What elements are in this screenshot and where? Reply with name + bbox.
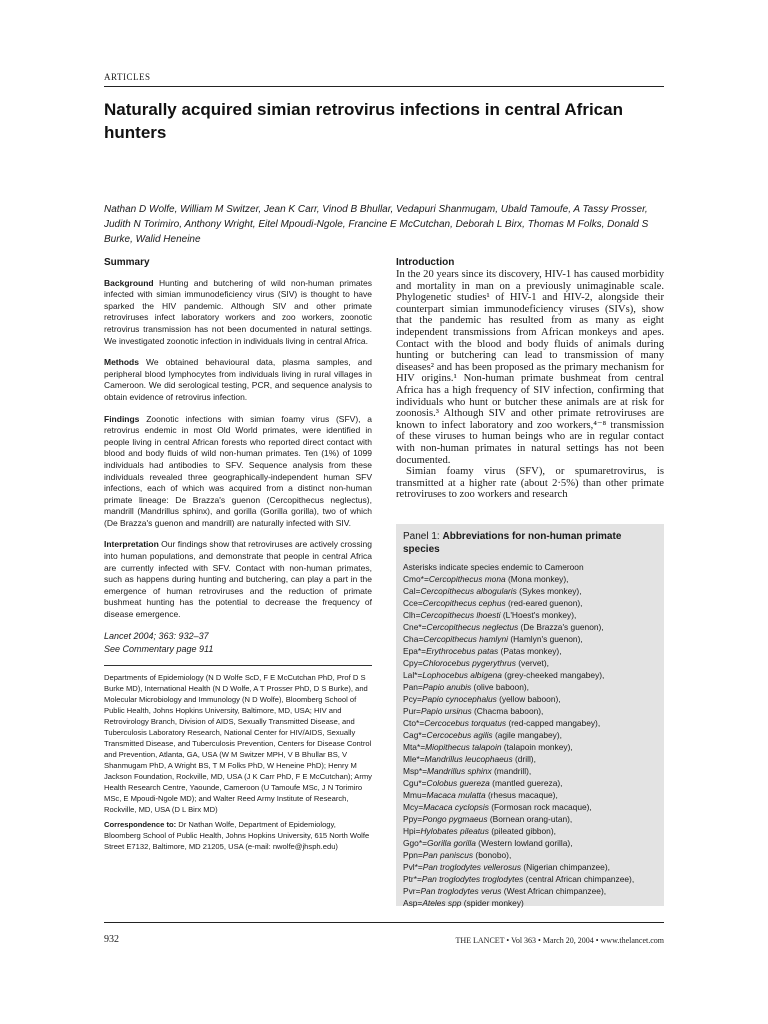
summary-background xyxy=(104,278,372,348)
abbreviation-code: Ppn= xyxy=(403,850,423,860)
panel-note: Asterisks indicate species endemic to Cameroon xyxy=(403,562,584,572)
abbreviation-item xyxy=(403,753,661,765)
species-name: Lophocebus albigena xyxy=(422,670,502,680)
abbreviation-item xyxy=(403,609,661,621)
abbreviation-code: Mle*= xyxy=(403,754,425,764)
abbreviation-item xyxy=(403,849,661,861)
introduction-heading: Introduction xyxy=(396,257,455,268)
abbreviation-code: Ppy= xyxy=(403,814,423,824)
species-name: Cercopithecus hamlyni xyxy=(423,634,508,644)
common-name: (rhesus macaque), xyxy=(485,790,558,800)
species-name: Cercopithecus albogularis xyxy=(420,586,517,596)
common-name: (Patas monkey), xyxy=(498,646,562,656)
citation-line: Lancet 2004; 363: 932–37 xyxy=(104,630,209,641)
common-name: (red-eared guenon), xyxy=(505,598,583,608)
abbreviation-item xyxy=(403,645,661,657)
common-name: (agile mangabey), xyxy=(492,730,562,740)
species-name: Cercopithecus neglectus xyxy=(426,622,519,632)
abbreviation-code: Mcy= xyxy=(403,802,424,812)
species-name: Chlorocebus pygerythrus xyxy=(422,658,516,668)
abbreviation-item xyxy=(403,717,661,729)
common-name: (Sykes monkey), xyxy=(516,586,582,596)
journal-footer: THE LANCET • Vol 363 • March 20, 2004 • www.thelancet.com xyxy=(455,936,664,945)
common-name: (olive baboon), xyxy=(471,682,529,692)
abbreviation-code: Epa*= xyxy=(403,646,427,656)
abbreviation-code: Cag*= xyxy=(403,730,427,740)
correspondence xyxy=(104,819,372,852)
abbreviation-item xyxy=(403,621,661,633)
species-name: Papio cynocephalus xyxy=(421,694,497,704)
commentary-link[interactable]: See Commentary page 911 xyxy=(104,644,214,655)
abbreviation-item xyxy=(403,741,661,753)
abbreviation-item xyxy=(403,705,661,717)
abbreviation-code: Cgu*= xyxy=(403,778,427,788)
common-name: (Formosan rock macaque), xyxy=(488,802,592,812)
abbreviation-item xyxy=(403,813,661,825)
species-name: Cercopithecus cephus xyxy=(422,598,506,608)
abbreviation-code: Pvr= xyxy=(403,886,421,896)
abbreviation-code: Pvl*= xyxy=(403,862,423,872)
species-name: Pongo pygmaeus xyxy=(422,814,488,824)
common-name: (Hamlyn's guenon), xyxy=(508,634,583,644)
panel-heading: Abbreviations for non-human primate species xyxy=(403,531,622,555)
abbreviation-code: Pur= xyxy=(403,706,421,716)
abbreviation-item xyxy=(403,681,661,693)
interpretation-text: Our findings show that retroviruses are actively crossing into human populations, and demonstrate that people in central Africa are currently infected with SFV. Contact with non-human primates, such as happens during hunting and butchering, can play a part in the emergence of human retroviruses and the reduction of primate bushmeat hunting has the potential to decrease the frequency of disease emergence. xyxy=(104,539,372,620)
abbreviation-item xyxy=(403,873,661,885)
species-name: Cercopithecus mona xyxy=(428,574,506,584)
species-name: Pan troglodytes troglodytes xyxy=(421,874,524,884)
abbreviation-item xyxy=(403,729,661,741)
page-number: 932 xyxy=(104,934,119,945)
summary-column xyxy=(104,257,372,852)
abbreviation-item xyxy=(403,585,661,597)
species-name: Pan troglodytes verus xyxy=(420,886,502,896)
abbreviation-code: Clh= xyxy=(403,610,421,620)
common-name: (yellow baboon), xyxy=(496,694,561,704)
common-name: (De Brazza's guenon), xyxy=(518,622,604,632)
abbreviation-code: Mta*= xyxy=(403,742,426,752)
abbreviation-item xyxy=(403,801,661,813)
abbreviation-item xyxy=(403,825,661,837)
common-name: (central African chimpanzee), xyxy=(523,874,635,884)
species-name: Cercopithecus lhoesti xyxy=(420,610,501,620)
abbreviation-item xyxy=(403,897,661,909)
common-name: (L'Hoest's monkey), xyxy=(500,610,577,620)
species-name: Colobus guereza xyxy=(426,778,490,788)
species-name: Papio ursinus xyxy=(420,706,472,716)
abbreviation-code: Pcy= xyxy=(403,694,422,704)
common-name: (Bornean orang-utan), xyxy=(487,814,573,824)
species-name: Erythrocebus patas xyxy=(426,646,499,656)
common-name: (pileated gibbon), xyxy=(488,826,556,836)
abbreviation-code: Cal= xyxy=(403,586,421,596)
species-name: Macaca mulatta xyxy=(426,790,486,800)
common-name: (West African chimpanzee), xyxy=(501,886,607,896)
abbreviation-code: Asp= xyxy=(403,898,423,908)
abbreviation-item xyxy=(403,693,661,705)
abbreviation-code: Cce= xyxy=(403,598,423,608)
abbreviations-panel xyxy=(396,524,664,906)
author-list: Nathan D Wolfe, William M Switzer, Jean K Carr, Vinod B Bhullar, Vedapuri Shanmugam, Ubald Tamoufe, A Tassy Prosser, Judith N Torimiro, Anthony Wright, Eitel Mpoudi-Ngole, Francine E McCutchan, Deborah L Birx, Thomas M Folks, Donald S Burke, Walid Heneine xyxy=(104,204,649,245)
abbreviation-code: Hpi= xyxy=(403,826,421,836)
affiliations-rule xyxy=(104,665,372,666)
common-name: (Mona monkey), xyxy=(505,574,569,584)
abbreviation-item xyxy=(403,597,661,609)
common-name: (red-capped mangabey), xyxy=(506,718,601,728)
methods-text: We obtained behavioural data, plasma samples, and peripheral blood lymphocytes from individuals living in rural villages in Cameroon. We did serological testing, PCR, and sequence analysis to obtain evidence of retrovirus infection. xyxy=(104,357,372,402)
species-name: Pan troglodytes vellerosus xyxy=(422,862,522,872)
abbreviation-code: Ptr*= xyxy=(403,874,422,884)
abbreviation-code: Cha= xyxy=(403,634,424,644)
abbreviation-code: Cmo*= xyxy=(403,574,429,584)
header-rule xyxy=(104,86,664,87)
abbreviation-item xyxy=(403,765,661,777)
abbreviation-code: Ggo*= xyxy=(403,838,427,848)
footer-rule xyxy=(104,922,664,923)
species-name: Miopithecus talapoin xyxy=(425,742,502,752)
abbreviation-list xyxy=(403,573,661,909)
panel-label: Panel 1: xyxy=(403,531,440,542)
common-name: (Western lowland gorilla), xyxy=(475,838,573,848)
summary-heading: Summary xyxy=(104,257,150,268)
correspondence-text: Dr Nathan Wolfe, Department of Epidemiology, Bloomberg School of Public Health, Johns Hopkins University, 615 North Wolfe Street E7132, Baltimore, MD 21205, USA (e-mail: nwolfe@jhsph.edu) xyxy=(104,819,370,851)
abbreviation-code: Cto*= xyxy=(403,718,425,728)
abbreviation-item xyxy=(403,837,661,849)
common-name: (drill), xyxy=(512,754,536,764)
common-name: (Chacma baboon), xyxy=(471,706,544,716)
species-name: Gorilla gorilla xyxy=(426,838,476,848)
intro-paragraph-1: In the 20 years since its discovery, HIV-1 has caused morbidity and mortality in man on a previously unimaginable scale. Phylogenetic studies¹ of HIV-1 and HIV-2, alongside their counterpart simian immunodeficiency viruses (SIVs), show that the pandemic has resulted from as many as eight independent transmissions from African monkeys and apes. Contact with the blood and body fluids of animals during hunting or butchering can lead to transmission of many diseases² and has been proposed as the primary mechanism for HIV origins.¹ Non-human primate bushmeat from central Africa has a high frequency of SIV infection, confirming that individuals who hunt or butcher these animals are at risk for zoonosis.³ Although SIV and other primate retroviruses are known to infect laboratory and zoo workers,⁴⁻⁸ transmission of these viruses to human beings who are in regular contact with non-human primates in natural settings has not been documented. xyxy=(396,269,664,466)
common-name: (mantled guereza), xyxy=(489,778,563,788)
species-name: Papio anubis xyxy=(422,682,472,692)
findings-label: Findings xyxy=(104,413,140,424)
common-name: (mandrill), xyxy=(491,766,532,776)
abbreviation-item xyxy=(403,669,661,681)
common-name: (talapoin monkey), xyxy=(501,742,573,752)
common-name: (grey-cheeked mangabey), xyxy=(501,670,605,680)
species-name: Mandrillus sphinx xyxy=(426,766,492,776)
abbreviation-code: Lal*= xyxy=(403,670,423,680)
panel-title xyxy=(403,530,659,556)
intro-paragraph-2: Simian foamy virus (SFV), or spumaretrovirus, is transmitted at a higher rate (about 2·5%) than other primate retroviruses to zoo workers and research xyxy=(396,466,664,501)
methods-label: Methods xyxy=(104,357,139,368)
abbreviation-code: Pan= xyxy=(403,682,423,692)
common-name: (vervet), xyxy=(515,658,549,668)
abbreviation-code: Cpy= xyxy=(403,658,423,668)
abbreviation-item xyxy=(403,885,661,897)
common-name: (spider monkey) xyxy=(461,898,524,908)
background-label: Background xyxy=(104,277,154,288)
background-text: Hunting and butchering of wild non-human primates infected with simian immunodeficiency virus (SIV) is thought to have sparked the HIV pandemic. Although SIV and other primate retroviruses infect laboratory workers and zoo workers, zoonotic retrovirus transmission has not been documented in natural settings. We investigated zoonotic infection in individuals living in central Africa. xyxy=(104,277,372,346)
species-name: Cercocebus agilis xyxy=(426,730,493,740)
species-name: Ateles spp xyxy=(422,898,462,908)
species-name: Hylobates pileatus xyxy=(420,826,489,836)
abbreviation-item xyxy=(403,573,661,585)
abbreviation-item xyxy=(403,777,661,789)
species-name: Mandrillus leucophaeus xyxy=(424,754,513,764)
species-name: Macaca cyclopsis xyxy=(423,802,489,812)
common-name: (bonobo), xyxy=(473,850,512,860)
abbreviation-code: Cne*= xyxy=(403,622,427,632)
correspondence-label: Correspondence to: xyxy=(104,819,177,829)
species-name: Pan paniscus xyxy=(422,850,474,860)
article-title: Naturally acquired simian retrovirus infections in central African hunters xyxy=(104,100,623,142)
introduction-column xyxy=(396,257,664,501)
abbreviation-item xyxy=(403,861,661,873)
summary-interpretation xyxy=(104,539,372,620)
findings-text: Zoonotic infections with simian foamy virus (SFV), a retrovirus endemic in most Old World primates, were identified in people living in central African forests who reported direct contact with blood and body fluids of wild non-human primates. Ten (1%) of 1099 individuals had antibodies to SFV. Sequence analysis from these individuals revealed three geographically-independent human SFV infections, each of which was acquired from a distinct non-human primate lineage: De Brazza's guenon (Cercopithecus neglectus), mandrill (Mandrillus sphinx), and gorilla (Gorilla gorilla), two of which (De Brazza's guenon and mandrill) are naturally infected with SIV. xyxy=(104,413,373,528)
abbreviation-item xyxy=(403,633,661,645)
abbreviation-code: Msp*= xyxy=(403,766,427,776)
summary-findings xyxy=(104,414,372,530)
common-name: (Nigerian chimpanzee), xyxy=(521,862,610,872)
abbreviation-code: Mmu= xyxy=(403,790,427,800)
species-name: Cercocebus torquatus xyxy=(424,718,507,728)
interpretation-label: Interpretation xyxy=(104,539,159,550)
abbreviation-item xyxy=(403,789,661,801)
section-label: ARTICLES xyxy=(104,72,151,82)
affiliations: Departments of Epidemiology (N D Wolfe ScD, F E McCutchan PhD, Prof D S Burke MD), International Health (N D Wolfe, A T Prosser PhD, D S Burke), and Molecular Microbiology and Immunology (N D Wolfe), Bloomberg School of Public Health, Johns Hopkins University, Baltimore, MD, USA; HIV and Retrovirology Branch, Division of AIDS, Sexually Transmitted Disease, and Tuberculosis Laboratory Research, National Center for HIV/AIDS, Sexually Transmitted Disease, and Tuberculosis Prevention, Centers for Disease Control and Prevention, Atlanta, GA, USA (W M Switzer MPH, V B Bhullar BS, V Shanmugam PhD, A Wright BS, T M Folks PhD, W Heneine PhD); Henry M Jackson Foundation, Rockville, MD, USA (J K Carr PhD, F E McCutchan); Army Health Research Centre, Yaounde, Cameroon (U Tamoufe MSc, J N Torimiro MSc, E Mpoudi-Ngole MD); and Walter Reed Army Institute of Research, Rockville, MD, USA (D L Birx MD) xyxy=(104,672,372,814)
summary-methods xyxy=(104,357,372,403)
abbreviation-item xyxy=(403,657,661,669)
